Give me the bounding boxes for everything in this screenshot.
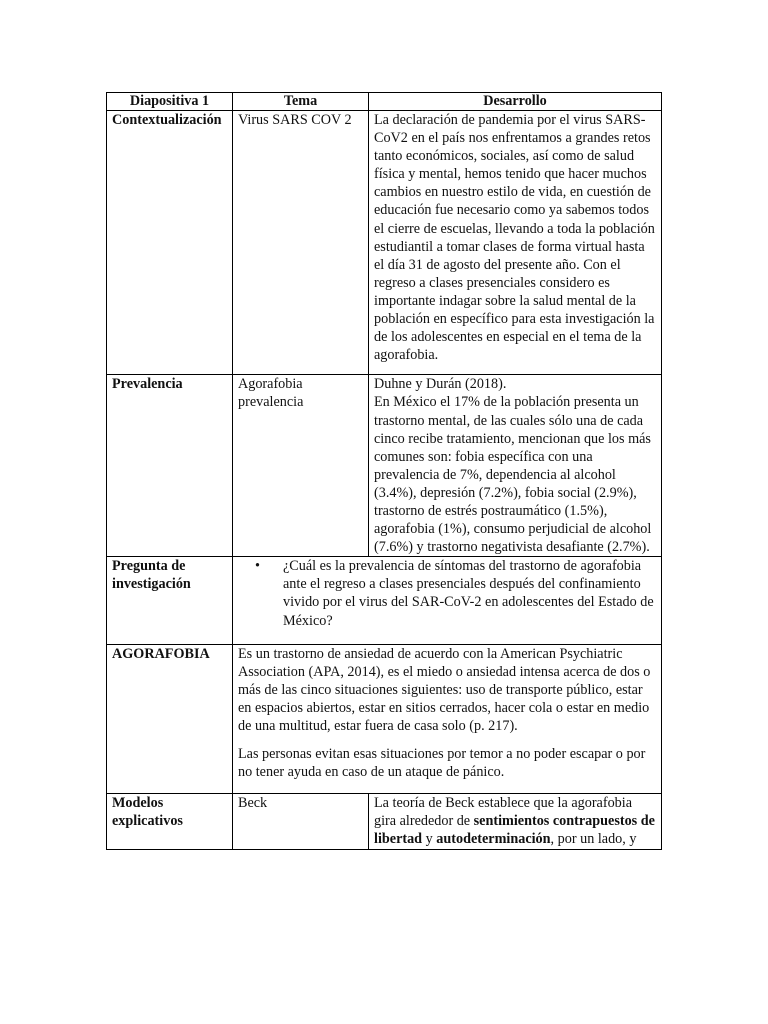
row-label: Prevalencia [107, 375, 233, 557]
text-segment: , por un lado, y [550, 831, 637, 848]
row-label: Contextualización [107, 111, 233, 375]
header-desarrollo: Desarrollo [369, 93, 662, 111]
row-tema: Virus SARS COV 2 [233, 111, 369, 375]
emphasis-text: autodeterminación [436, 831, 551, 848]
table-row-agorafobia [107, 644, 662, 794]
row-desarrollo [369, 375, 662, 557]
row-tema: Beck [233, 794, 369, 849]
table-row-modelos [107, 794, 662, 849]
row-desarrollo [369, 794, 662, 849]
row-tema: Agorafobia prevalencia [233, 375, 369, 557]
emphasis-text: sentimientos contrapuestos de libertad [374, 813, 655, 848]
question-cell [233, 557, 662, 644]
definition-paragraph-2: Las personas evitan esas situaciones por temor a no poder escapar o por no tener ayuda en caso de un ataque de pánico. [238, 746, 646, 781]
row-label: AGORAFOBIA [107, 644, 233, 794]
text-segment: y [422, 831, 437, 848]
table-row-prevalencia [107, 375, 662, 557]
definition-cell [233, 644, 662, 794]
header-tema: Tema [233, 93, 369, 111]
table-row-pregunta [107, 557, 662, 644]
header-diapositiva: Diapositiva 1 [107, 93, 233, 111]
slide-content-table [106, 92, 662, 850]
definition-paragraph: Es un trastorno de ansiedad de acuerdo con la American Psychiatric Association (APA, 2014), es el miedo o ansiedad intensa acerca de dos o más de las cinco situaciones siguientes: uso de transporte público, estar en espacios abiertos, estar en sitios cerrados, hacer cola o estar en medio de una multitud, estar fuera de casa solo (p. 217). [238, 645, 651, 734]
text-segment: La teoría de Beck establece que la agorafobia gira alrededor de [374, 795, 632, 830]
bullet-icon: • [255, 558, 260, 575]
row-label: Modelos explicativos [107, 794, 233, 849]
research-question: ¿Cuál es la prevalencia de síntomas del trastorno de agorafobia ante el regreso a clases presenciales después del confinamiento vivido por el virus del SAR-CoV-2 en adolescentes del Estado de México? [283, 558, 654, 629]
row-desarrollo: La declaración de pandemia por el virus SARS-CoV2 en el país nos enfrentamos a grandes retos tanto económicos, sociales, así como de salud física y mental, hemos tenido que hacer muchos cambios en nuestro estilo de vida, en cuestión de educación fue necesario como ya sabemos todos el cierre de escuelas, llevando a toda la población estudiantil a tomar clases de forma virtual hasta el día 31 de agosto del presente año. Con el regreso a clases presenciales considero es importante indagar sobre la salud mental de la población en específico para esta investigación la de los adolescentes en especial en el tema de la agorafobia. [369, 111, 662, 375]
table-header-row [107, 93, 662, 111]
desarrollo-text: En México el 17% de la población presenta un trastorno mental, de las cuales sólo una de cada cinco recibe tratamiento, mencionan que los más comunes son: fobia específica con una prevalencia de 7%, dependencia al alcohol (3.4%), depresión (7.2%), fobia social (2.9%), trastorno de estrés postraumático (1.5%), agorafobia (1%), consumo perjudicial de alcohol (7.6%) y trastorno negativista desafiante (2.7%). [374, 394, 652, 556]
citation: Duhne y Durán (2018). [374, 376, 507, 393]
table-row-contextualizacion [107, 111, 662, 375]
row-label: Pregunta de investigación [107, 557, 233, 644]
